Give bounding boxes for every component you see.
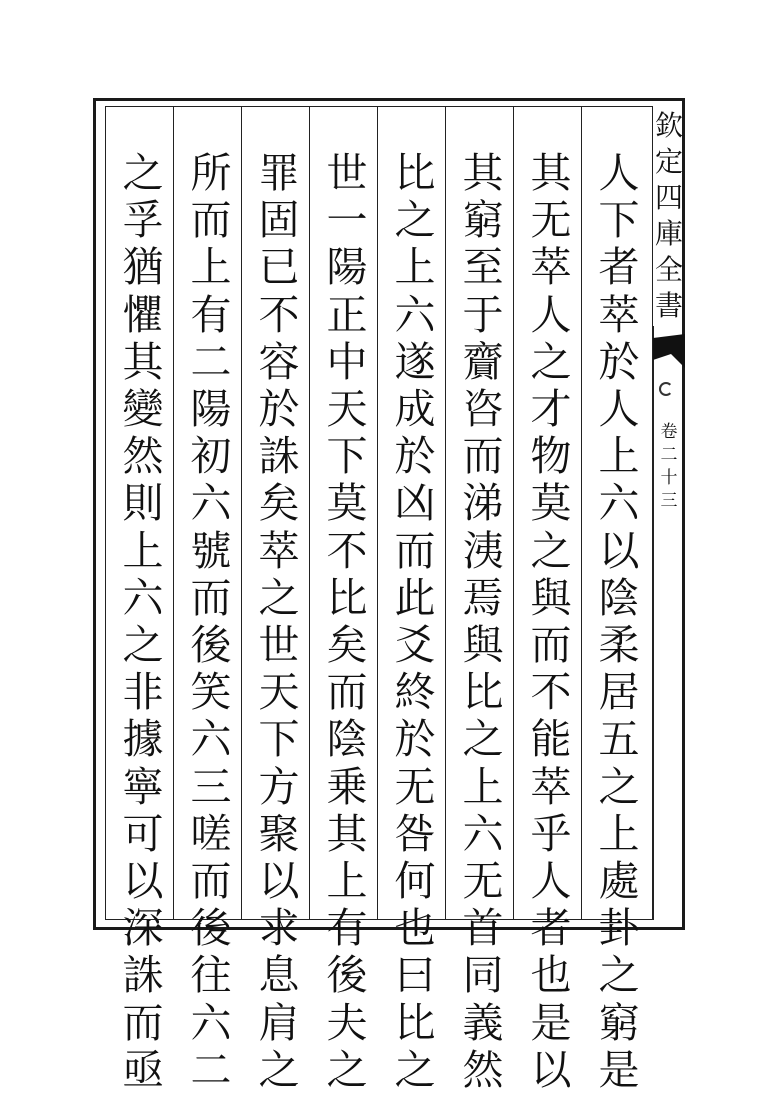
center-strip [653, 106, 685, 920]
column-divider [581, 106, 582, 920]
title-char: 定 [654, 145, 683, 178]
column-divider [377, 106, 378, 920]
circle-mark-icon [659, 382, 673, 396]
volume-char: 十 [660, 468, 678, 488]
volume-char: 三 [660, 491, 678, 511]
text-column-7 [182, 150, 240, 1094]
column-divider [445, 106, 446, 920]
column-text: 其无萃人之才物莫之與而不能萃乎人者也是以 [530, 149, 572, 1094]
center-strip-divider [653, 326, 654, 920]
title-char: 四 [654, 181, 683, 214]
column-text: 人下者萃於人上六以陰柔居五之上處卦之窮是 [598, 149, 640, 1094]
volume-label [653, 421, 685, 513]
text-column-6 [250, 150, 308, 1094]
volume-char: 卷 [660, 422, 678, 442]
text-column-5 [318, 150, 376, 1094]
column-divider [513, 106, 514, 920]
text-column-8 [114, 150, 172, 1094]
column-divider [241, 106, 242, 920]
column-divider [309, 106, 310, 920]
column-text: 所而上有二陽初六號而後笑六三嗟而後往六二 [190, 149, 232, 1094]
text-column-4 [386, 150, 444, 1094]
column-divider [173, 106, 174, 920]
text-column-3 [454, 150, 512, 1094]
column-text: 罪固已不容於誅矣萃之世天下方聚以求息肩之 [258, 149, 300, 1094]
column-text: 世一陽正中天下莫不比矣而陰乗其上有後夫之 [326, 149, 368, 1094]
fish-tail-mark-icon [653, 334, 685, 368]
text-column-1 [590, 150, 648, 1094]
text-column-2 [522, 150, 580, 1094]
title-char: 全 [654, 253, 683, 286]
column-text: 比之上六遂成於凶而此爻終於无咎何也曰比之 [394, 149, 436, 1094]
volume-char: 二 [660, 445, 678, 465]
column-text: 之孚猶懼其變然則上六之非據寧可以深誅而亟 [122, 149, 164, 1094]
book-title [653, 108, 685, 324]
title-char: 書 [654, 289, 683, 322]
title-char: 庫 [654, 217, 683, 250]
column-text: 其窮至于齎咨而涕洟焉與比之上六无首同義然 [462, 149, 504, 1094]
title-char: 欽 [654, 109, 683, 142]
